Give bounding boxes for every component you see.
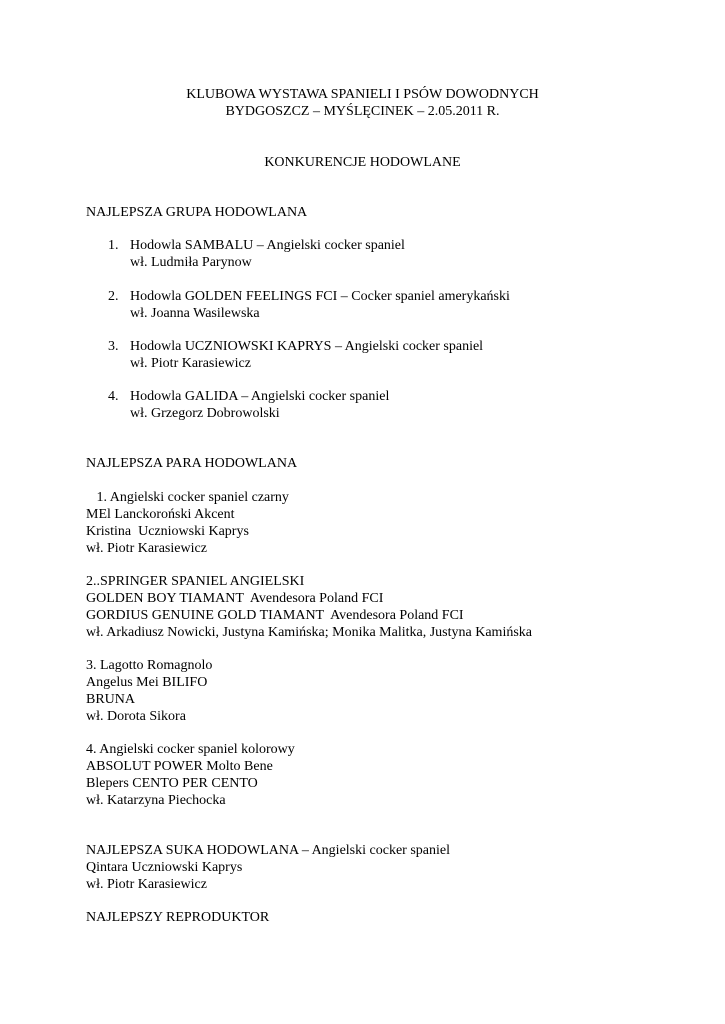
group-item-title: Hodowla UCZNIOWSKI KAPRYS – Angielski cocker spaniel [130,339,484,354]
group-item-number: 2. [108,289,119,304]
pair-entry-owner: wł. Piotr Karasiewicz [86,541,207,556]
group-item-title: Hodowla GOLDEN FEELINGS FCI – Cocker spaniel amerykański [130,289,510,304]
pair-entry-line: MEl Lanckoroński Akcent [86,507,235,522]
pair-entry-line: 3. Lagotto Romagnolo [86,658,213,673]
group-item-owner: wł. Grzegorz Dobrowolski [130,406,280,421]
section-heading-stud: NAJLEPSZY REPRODUKTOR [86,910,270,925]
pair-entry-owner: wł. Arkadiusz Nowicki, Justyna Kamińska; Monika Malitka, Justyna Kamińska [86,625,532,640]
document-title-line1: KLUBOWA WYSTAWA SPANIELI I PSÓW DOWODNYCH [186,87,539,102]
pair-entry-line: 4. Angielski cocker spaniel kolorowy [86,742,295,757]
group-item-title: Hodowla GALIDA – Angielski cocker spaniel [130,389,390,404]
section-heading-group: NAJLEPSZA GRUPA HODOWLANA [86,205,308,220]
pair-entry-line: Angelus Mei BILIFO [86,675,208,690]
pair-entry-line: 1. Angielski cocker spaniel czarny [86,490,289,505]
pair-entry-line: Kristina Uczniowski Kaprys [86,524,249,539]
group-item-owner: wł. Piotr Karasiewicz [130,356,251,371]
group-item-title: Hodowla SAMBALU – Angielski cocker spaniel [130,238,405,253]
group-item-owner: wł. Ludmiła Parynow [130,255,252,270]
pair-entry-line: GOLDEN BOY TIAMANT Avendesora Poland FCI [86,591,384,606]
pair-entry-line: 2..SPRINGER SPANIEL ANGIELSKI [86,574,305,589]
female-dog-name: Qintara Uczniowski Kaprys [86,860,243,875]
group-item-owner: wł. Joanna Wasilewska [130,306,260,321]
pair-entry-owner: wł. Katarzyna Piechocka [86,793,226,808]
female-owner: wł. Piotr Karasiewicz [86,877,207,892]
section-heading-female: NAJLEPSZA SUKA HODOWLANA – Angielski cocker spaniel [86,843,450,858]
pair-entry-line: GORDIUS GENUINE GOLD TIAMANT Avendesora Poland FCI [86,608,464,623]
group-item-number: 1. [108,238,119,253]
document-title-line2: BYDGOSZCZ – MYŚLĘCINEK – 2.05.2011 R. [225,104,500,119]
pair-entry-line: BRUNA [86,692,136,707]
pair-entry-line: Blepers CENTO PER CENTO [86,776,258,791]
group-item-number: 3. [108,339,119,354]
document-subtitle: KONKURENCJE HODOWLANE [264,155,461,170]
pair-entry-line: ABSOLUT POWER Molto Bene [86,759,273,774]
group-item-number: 4. [108,389,119,404]
section-heading-pair: NAJLEPSZA PARA HODOWLANA [86,456,298,471]
pair-entry-owner: wł. Dorota Sikora [86,709,186,724]
